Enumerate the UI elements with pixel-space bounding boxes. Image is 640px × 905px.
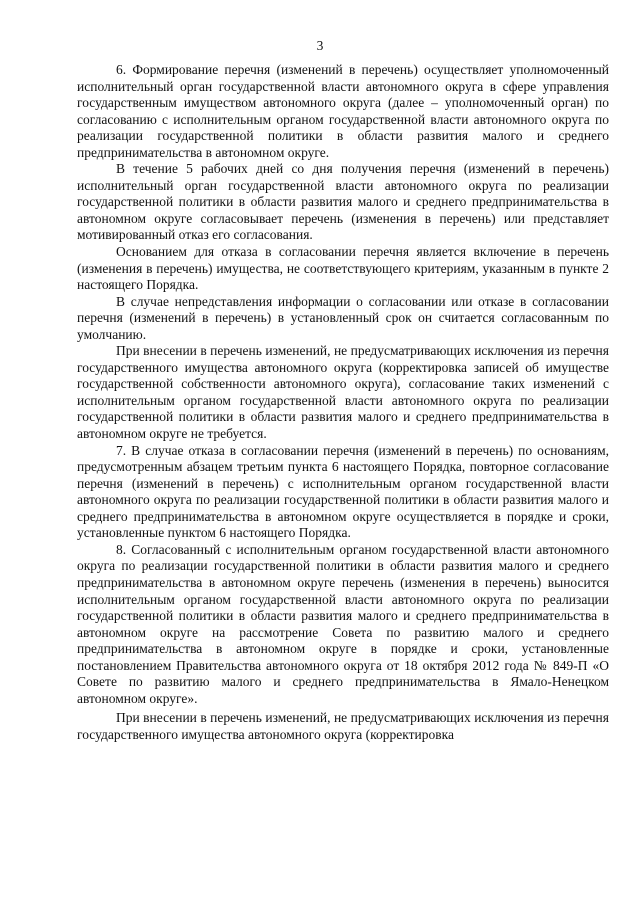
paragraph-approval-period: В течение 5 рабочих дней со дня получения перечня (изменений в перечень) исполнительный орган государственной власти автономного округа по реализации государственной политики в области развития малого и среднего предпринимательства в автономном округе согласовывает перечень (изменения в перечень) или представляет мотивированный отказ его согласования. [77,161,609,243]
paragraph-item-6: 6. Формирование перечня (изменений в перечень) осуществляет уполномоченный исполнительный орган государственной власти автономного округа в сфере управления государственным имуществом автономного округа (далее – уполномоченный орган) по согласованию с исполнительным органом государственной власти автономного округа по реализации государственной политики в области развития малого и среднего предпринимательства в автономном округе. [77,62,609,160]
paragraph-item-8: 8. Согласованный с исполнительным органом государственной власти автономного округа по реализации государственной политики в области развития малого и среднего предпринимательства в автономном округе перечень (изменения в перечень) выносится исполнительным органом государственной власти автономного округа по реализации государственной политики в области развития малого и среднего предпринимательства в автономном округе на рассмотрение Совета по развитию малого и среднего предпринимательства в автономном округе в порядке и сроки, установленные постановлением Правительства автономного округа от 18 октября 2012 года № 849-П «О Совете по развитию малого и среднего предпринимательства в Ямало-Ненецком автономном округе». [77,541,609,706]
page-number: 3 [316,38,324,53]
document-body [77,62,609,743]
paragraph-default-approval: В случае непредставления информации о согласовании или отказе в согласовании перечня (изменений в перечень) в установленный срок он считается согласованным по умолчанию. [77,293,609,342]
paragraph-no-approval-needed: При внесении в перечень изменений, не предусматривающих исключения из перечня государственного имущества автономного округа (корректировка записей об имуществе государственной собственности автономного округа), согласование таких изменений с исполнительным органом государственной власти автономного округа по реализации государственной политики в области развития малого и среднего предпринимательства в автономном округе не требуется. [77,343,609,442]
paragraph-item-7: 7. В случае отказа в согласовании перечня (изменений в перечень) по основаниям, предусмотренным абзацем третьим пункта 6 настоящего Порядка, повторное согласование перечня (изменений в перечень) с исполнительным органом государственной власти автономного округа по реализации государственной политики в области развития малого и среднего предпринимательства в автономном округе осуществляется в порядке и сроки, установленные пунктом 6 настоящего Порядка. [77,442,609,541]
paragraph-refusal-grounds: Основанием для отказа в согласовании перечня является включение в перечень (изменения в перечень) имущества, не соответствующего критериям, указанным в пункте 2 настоящего Порядка. [77,244,609,293]
paragraph-changes-continued: При внесении в перечень изменений, не предусматривающих исключения из перечня государственного имущества автономного округа (корректировка [77,710,609,742]
